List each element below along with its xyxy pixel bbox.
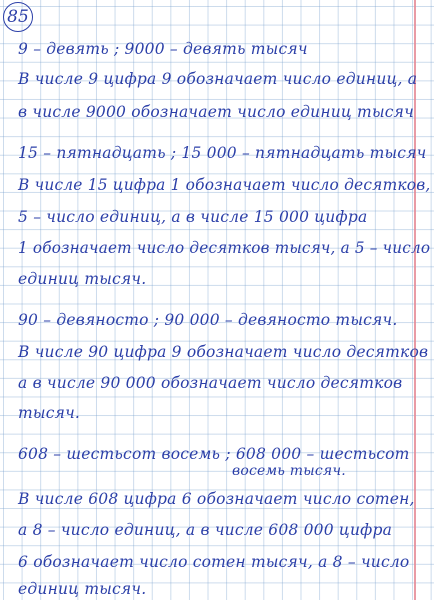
text-line-14: восемь тысяч.	[232, 463, 346, 479]
text-line-18: единиц тысяч.	[18, 580, 147, 598]
text-line-7: 1 обозначает число десятков тысяч, а 5 – число	[18, 239, 431, 257]
text-line-17: 6 обозначает число сотен тысяч, а 8 – число	[18, 553, 410, 571]
text-line-11: а в числе 90 000 обозначает число десятков	[18, 374, 403, 392]
text-line-3: в числе 9000 обозначает число единиц тысяч	[18, 103, 414, 121]
text-line-16: а 8 – число единиц, а в числе 608 000 цифра	[18, 521, 393, 539]
text-line-6: 5 – число единиц, а в числе 15 000 цифра	[18, 208, 368, 226]
text-line-4: 15 – пятнадцать ; 15 000 – пятнадцать тысяч	[18, 144, 427, 162]
text-line-8: единиц тысяч.	[18, 270, 147, 288]
text-line-10: В числе 90 цифра 9 обозначает число десятков	[18, 343, 429, 361]
exercise-number: 85	[3, 2, 33, 32]
text-line-13: 608 – шестьсот восемь ; 608 000 – шестьсот	[18, 445, 410, 463]
text-line-12: тысяч.	[18, 404, 81, 422]
text-line-15: В числе 608 цифра 6 обозначает число сотен,	[18, 490, 415, 508]
text-line-2: В числе 9 цифра 9 обозначает число единиц, а	[18, 70, 418, 88]
text-line-1: 9 – девять ; 9000 – девять тысяч	[18, 40, 308, 58]
text-line-5: В числе 15 цифра 1 обозначает число десятков,	[18, 176, 431, 194]
text-line-9: 90 – девяносто ; 90 000 – девяносто тысяч.	[18, 311, 398, 329]
